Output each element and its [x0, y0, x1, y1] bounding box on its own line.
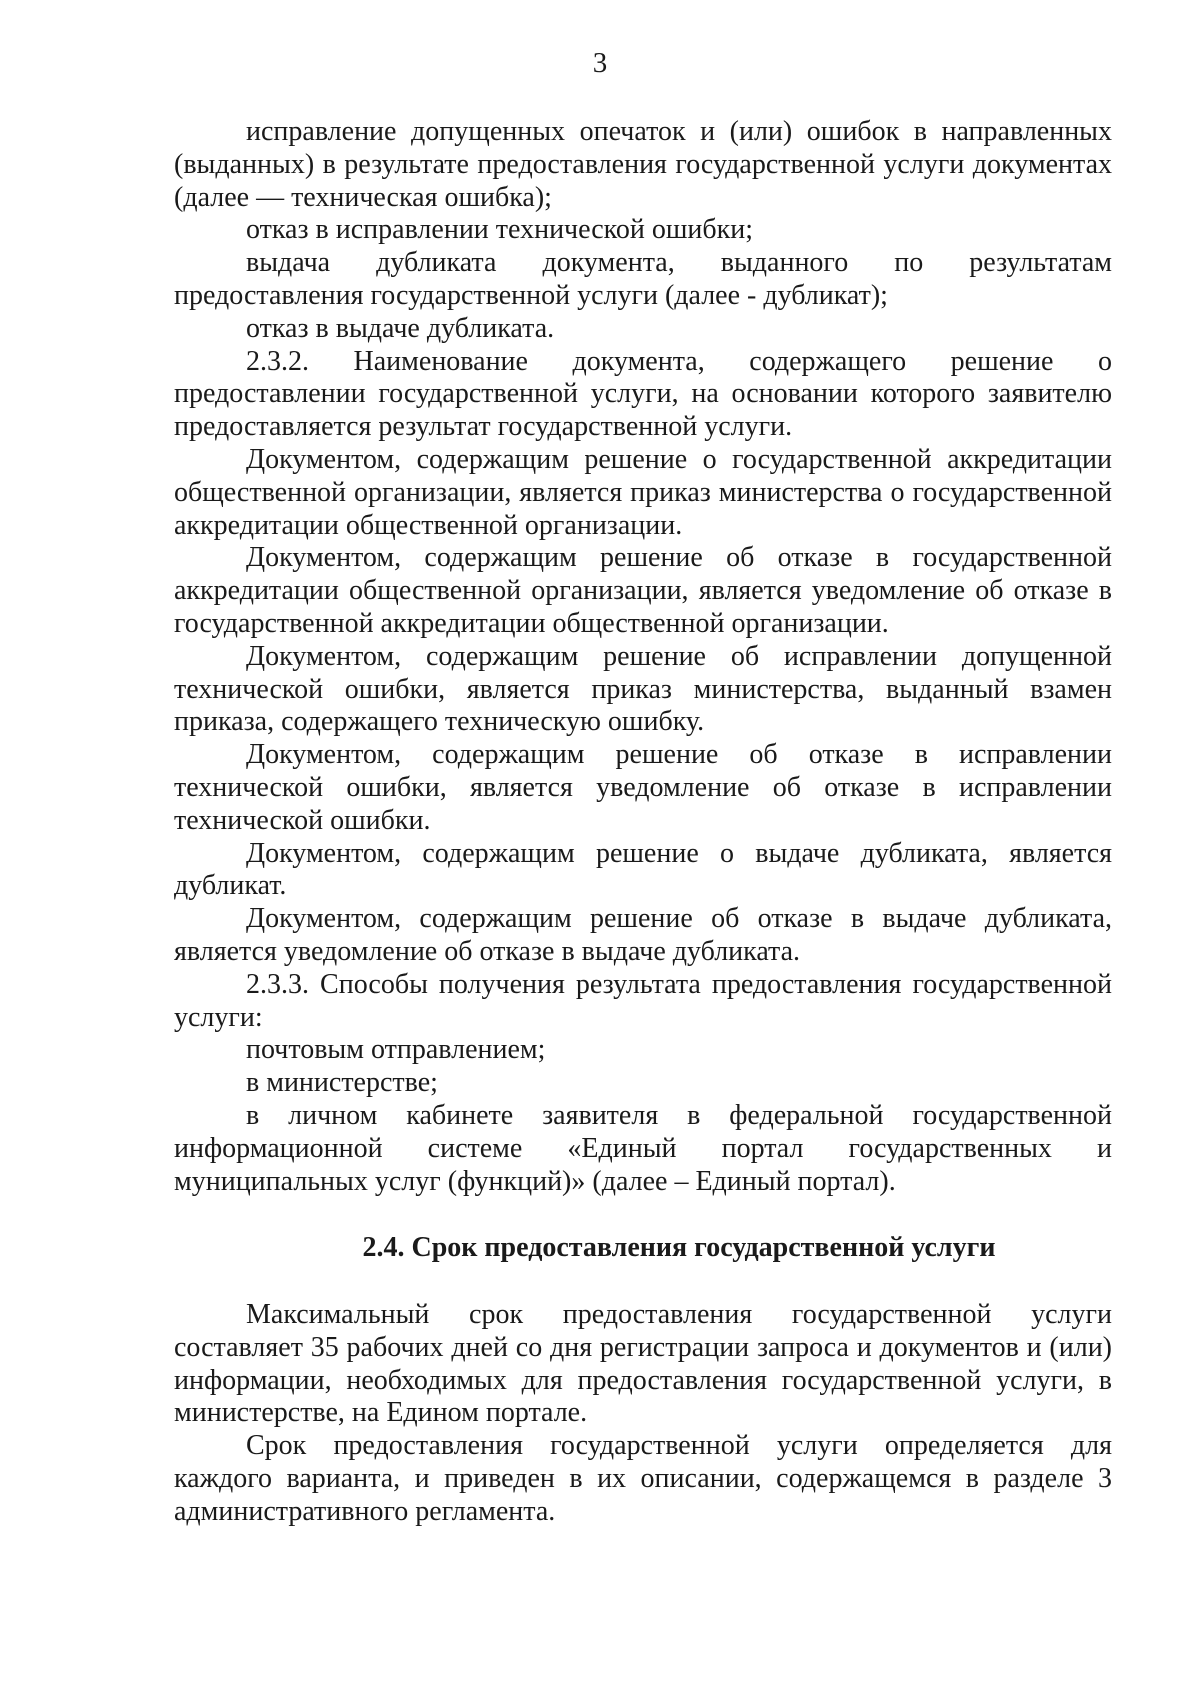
- paragraph-2-3-2: 2.3.2. Наименование документа, содержащего решение о предоставлении государственной услуги, на основании которого заявителю предоставляется результат государственной услуги.: [174, 345, 1112, 443]
- list-item-mail: почтовым отправлением;: [246, 1034, 546, 1066]
- paragraph-accreditation-refusal: Документом, содержащим решение об отказе в государственной аккредитации общественной организации, является уведомление об отказе в государственной аккредитации общественной организации.: [174, 542, 1112, 639]
- paragraph-max-term: Максимальный срок предоставления государственной услуги составляет 35 рабочих дней со дня регистрации запроса и документов и (или) информации, необходимых для предоставления государственной услуги, в министерстве, на Едином портале.: [174, 1299, 1112, 1429]
- paragraph-technical-error: исправление допущенных опечаток и (или) ошибок в направленных (выданных) в результате предоставления государственной услуги документах (далее — техническая ошибка);: [174, 116, 1112, 213]
- paragraph-refusal-duplicate: отказ в выдаче дубликата.: [246, 312, 555, 344]
- paragraph-accreditation-decision: Документом, содержащим решение о государственной аккредитации общественной организации, является приказ министерства о государственной аккредитации общественной организации.: [174, 443, 1112, 541]
- paragraph-correction-refusal: Документом, содержащим решение об отказе в исправлении технической ошибки, является уведомление об отказе в исправлении технической ошибки.: [174, 739, 1112, 836]
- page-number: 3: [592, 47, 608, 79]
- paragraph-refusal-correction: отказ в исправлении технической ошибки;: [246, 214, 754, 246]
- section-heading-2-4: 2.4. Срок предоставления государственной услуги: [362, 1232, 996, 1264]
- paragraph-duplicate-issue: выдача дубликата документа, выданного по результатам предоставления государственной услуги (далее - дубликат);: [174, 247, 1112, 311]
- paragraph-2-3-3: 2.3.3. Способы получения результата предоставления государственной услуги:: [174, 968, 1112, 1033]
- paragraph-duplicate-decision: Документом, содержащим решение о выдаче дубликата, является дубликат.: [174, 837, 1112, 902]
- document-body: [174, 116, 1112, 1529]
- paragraph-term-variant: Срок предоставления государственной услуги определяется для каждого варианта, и приведен в их описании, содержащемся в разделе 3 административного регламента.: [174, 1430, 1112, 1527]
- paragraph-duplicate-refusal: Документом, содержащим решение об отказе в выдаче дубликата, является уведомление об отказе в выдаче дубликата.: [174, 903, 1112, 967]
- list-item-ministry: в министерстве;: [246, 1067, 438, 1099]
- paragraph-correction-decision: Документом, содержащим решение об исправлении допущенной технической ошибки, является приказ министерства, выданный взамен приказа, содержащего техническую ошибку.: [174, 640, 1112, 738]
- list-item-portal: в личном кабинете заявителя в федеральной государственной информационной системе «Единый портал государственных и муниципальных услуг (функций)» (далее – Единый портал).: [174, 1099, 1112, 1197]
